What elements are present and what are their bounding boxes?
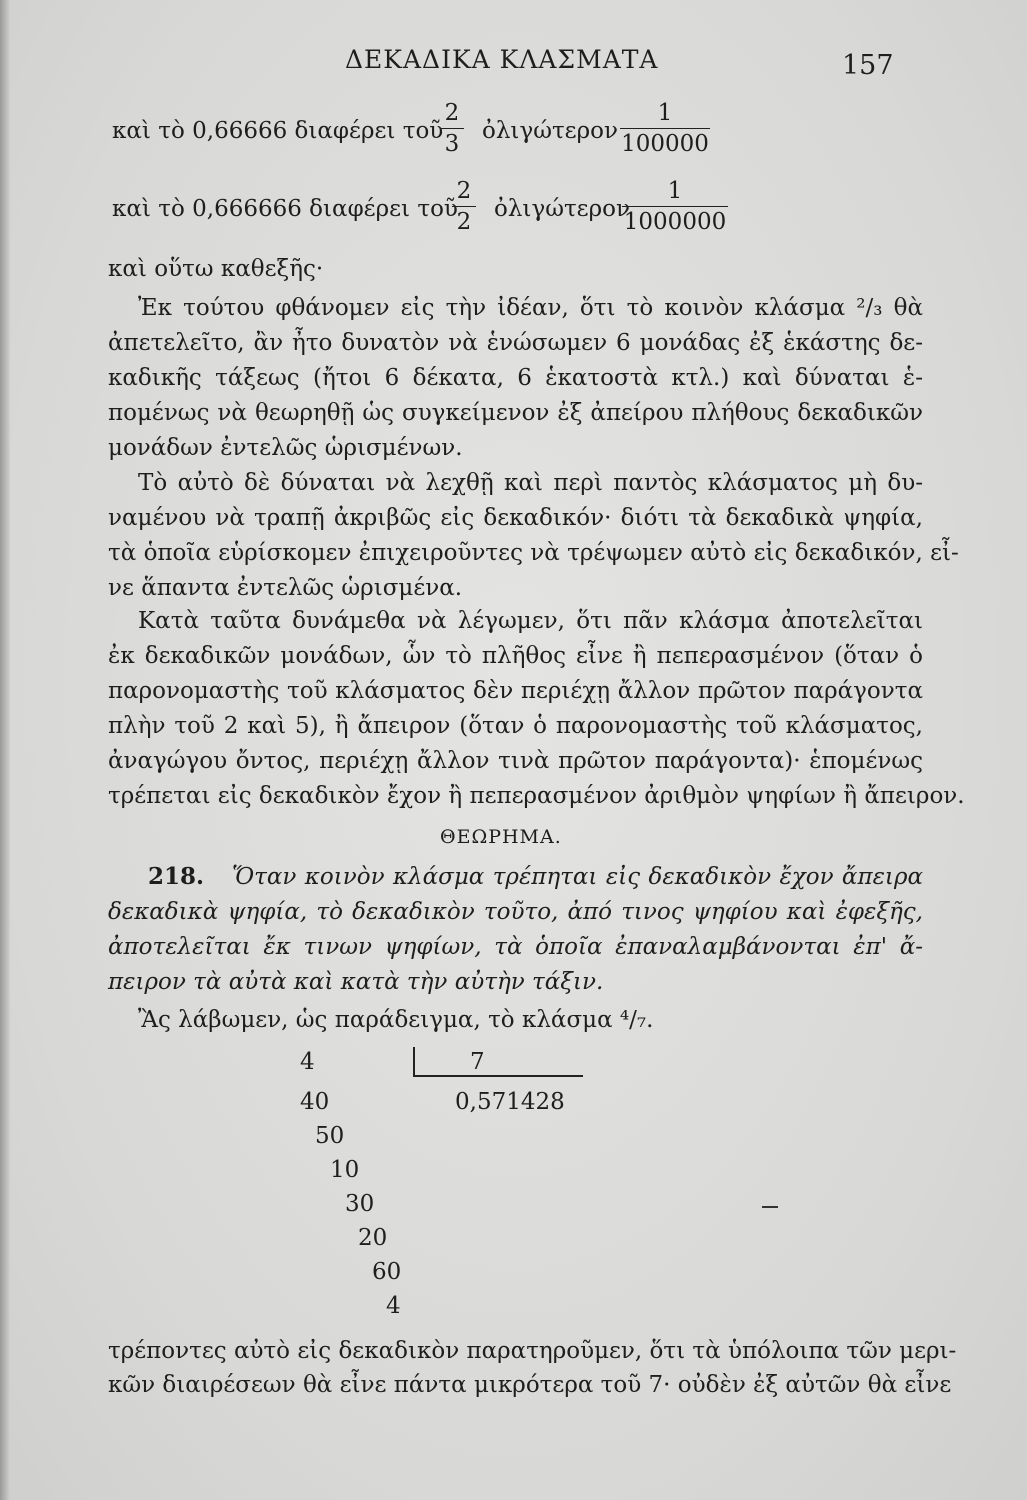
text-line: τρέποντες αὐτὸ εἰς δεκαδικὸν παρατηροῦμεν, ὅτι τὰ ὑπόλοιπα τῶν μερι- — [108, 1338, 957, 1364]
fraction-row-prefix: καὶ τὸ 0,66666 διαφέρει τοῦ — [112, 118, 444, 144]
fraction-row-1 — [112, 98, 732, 168]
fraction-row-2 — [112, 176, 752, 246]
fraction-row-middle: ὀλιγώτερον — [494, 196, 630, 222]
theorem-text-line: Ὅταν κοινὸν κλάσμα τρέπηται εἰς δεκαδικὸν ἔχον ἄπειρα — [232, 864, 923, 890]
text-line: πλὴν τοῦ 2 καὶ 5), ἢ ἄπειρον (ὅταν ὁ παρονομαστὴς τοῦ κλάσματος, — [108, 713, 923, 739]
text-line: μονάδων ἐντελῶς ὡρισμένων. — [108, 435, 463, 461]
fraction-two-thirds — [440, 98, 464, 159]
fraction-difference — [620, 98, 710, 159]
text-line: καδικῆς τάξεως (ἤτοι 6 δέκατα, 6 ἑκατοστὰ κτλ.) καὶ δύναται ἑ- — [108, 365, 923, 391]
example-line: Ἂς λάβωμεν, ὡς παράδειγμα, τὸ κλάσμα ⁴/₇. — [138, 1007, 654, 1033]
theorem-text-line: πειρον τὰ αὐτὰ καὶ κατὰ τὴν αὐτὴν τάξιν. — [108, 969, 604, 995]
text-line: καὶ οὕτω καθεξῆς· — [108, 256, 324, 282]
division-remainder: 30 — [345, 1191, 375, 1217]
division-divisor: 7 — [470, 1049, 485, 1075]
running-title: ΔΕΚΑΔΙΚΑ ΚΛΑΣΜΑΤΑ — [345, 45, 659, 74]
fraction-numerator: 1 — [657, 100, 673, 126]
fraction-difference — [622, 176, 728, 237]
text-line: ἀναγώγου ὄντος, περιέχῃ ἄλλον τινὰ πρῶτον παράγοντα)· ἑπομένως — [108, 748, 923, 774]
division-remainder: 10 — [330, 1157, 360, 1183]
division-quotient: 0,571428 — [455, 1089, 565, 1115]
fraction-denominator: 2 — [452, 206, 476, 237]
article-number: 218. — [148, 863, 205, 890]
fraction-numerator: 2 — [444, 100, 460, 126]
division-remainder: 40 — [300, 1089, 330, 1115]
fraction-row-middle: ὀλιγώτερον — [482, 118, 618, 144]
fraction-row-prefix: καὶ τὸ 0,666666 διαφέρει τοῦ — [112, 196, 458, 222]
stray-print-mark — [762, 1206, 778, 1208]
division-bracket-horizontal — [413, 1075, 583, 1077]
text-line: Ἐκ τούτου φθάνομεν εἰς τὴν ἰδέαν, ὅτι τὸ κοινὸν κλάσμα ²/₃ θὰ — [138, 295, 923, 321]
text-line: τρέπεται εἰς δεκαδικὸν ἔχον ἢ πεπερασμένον ἀριθμὸν ψηφίων ἢ ἄπειρον. — [108, 783, 965, 809]
page-spine-shadow — [0, 0, 10, 1500]
division-remainder: 50 — [315, 1123, 345, 1149]
text-line: πομένως νὰ θεωρηθῇ ὡς συγκείμενον ἐξ ἀπείρου πλήθους δεκαδικῶν — [108, 400, 923, 426]
theorem-heading: ΘΕΩΡΗΜΑ. — [440, 826, 562, 848]
division-remainder: 4 — [300, 1049, 315, 1075]
text-line: Κατὰ ταῦτα δυνάμεθα νὰ λέγωμεν, ὅτι πᾶν κλάσμα ἀποτελεῖται — [138, 608, 923, 634]
division-remainder: 4 — [386, 1293, 401, 1319]
page-number: 157 — [842, 50, 894, 81]
fraction-denominator: 100000 — [620, 128, 710, 159]
fraction-denominator: 1000000 — [622, 206, 728, 237]
text-line: κῶν διαιρέσεων θὰ εἶνε πάντα μικρότερα τοῦ 7· οὐδὲν ἐξ αὐτῶν θὰ εἶνε — [108, 1372, 952, 1398]
text-line: Τὸ αὐτὸ δὲ δύναται νὰ λεχθῇ καὶ περὶ παντὸς κλάσματος μὴ δυ- — [138, 470, 923, 496]
text-line: ἀπετελεῖτο, ἂν ἦτο δυνατὸν νὰ ἑνώσωμεν 6 μονάδας ἐξ ἑκάστης δε- — [108, 330, 923, 356]
theorem-text-line: δεκαδικὰ ψηφία, τὸ δεκαδικὸν τοῦτο, ἀπό τινος ψηφίου καὶ ἐφεξῆς, — [108, 899, 923, 925]
text-line: τὰ ὁποῖα εὑρίσκομεν ἐπιχειροῦντες νὰ τρέψωμεν αὐτὸ εἰς δεκαδικόν, εἶ- — [108, 540, 959, 566]
division-remainder: 60 — [372, 1259, 402, 1285]
text-line: παρονομαστὴς τοῦ κλάσματος δὲν περιέχῃ ἄλλον πρῶτον παράγοντα — [108, 678, 923, 704]
text-line: νε ἅπαντα ἐντελῶς ὡρισμένα. — [108, 575, 463, 601]
text-line: ἐκ δεκαδικῶν μονάδων, ὧν τὸ πλῆθος εἶνε ἢ πεπερασμένον (ὅταν ὁ — [108, 643, 923, 669]
fraction-denominator: 3 — [440, 128, 464, 159]
text-line: ναμένου νὰ τραπῇ ἀκριβῶς εἰς δεκαδικόν· διότι τὰ δεκαδικὰ ψηφία, — [108, 505, 923, 531]
theorem-text-line: ἀποτελεῖται ἔκ τινων ψηφίων, τὰ ὁποῖα ἐπαναλαμβάνονται ἐπ' ἄ- — [108, 934, 923, 960]
fraction-numerator: 2 — [456, 178, 472, 204]
division-remainder: 20 — [358, 1225, 388, 1251]
fraction-numerator: 1 — [667, 178, 683, 204]
division-bracket-vertical — [413, 1047, 415, 1075]
fraction-two-thirds — [452, 176, 476, 237]
